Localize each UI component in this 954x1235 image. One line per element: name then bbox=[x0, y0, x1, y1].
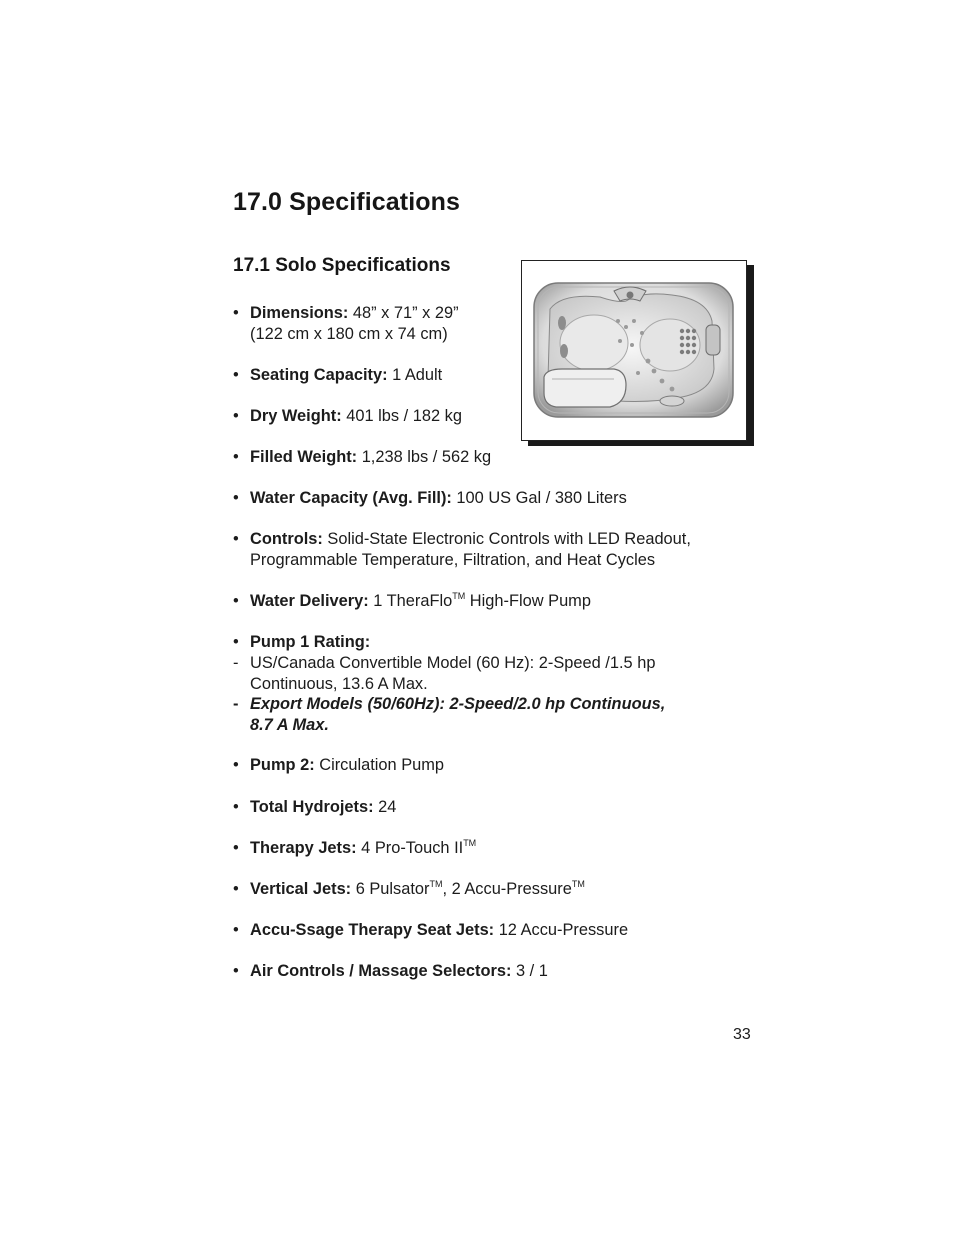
bullet: • bbox=[233, 489, 239, 507]
dash: - bbox=[233, 695, 239, 713]
trademark: TM bbox=[463, 838, 477, 848]
section-title: 17.1 Solo Specifications bbox=[233, 255, 451, 276]
spec-therapy-jets: • Therapy Jets: 4 Pro-Touch II™ bbox=[233, 838, 477, 857]
spec-water-delivery: • Water Delivery: 1 TheraFlo™ High-Flow Pump bbox=[233, 591, 591, 610]
spec-filled-weight: • Filled Weight: 1,238 lbs / 562 kg bbox=[233, 448, 492, 466]
bullet: • bbox=[233, 798, 239, 816]
bullet: • bbox=[233, 921, 239, 939]
trademark: TM bbox=[571, 879, 585, 889]
trademark: TM bbox=[429, 879, 443, 889]
spec-controls: • Controls: Solid-State Electronic Controls with LED Readout, Programmable Temperature, Filtration, and Heat Cycles bbox=[233, 530, 691, 569]
bullet: • bbox=[233, 407, 239, 425]
bullet: • bbox=[233, 880, 239, 898]
dash: - bbox=[233, 654, 239, 672]
bullet: • bbox=[233, 592, 239, 610]
bullet: • bbox=[233, 304, 239, 322]
spec-pump-1-export: - Export Models (50/60Hz): 2-Speed/2.0 hp Continuous, 8.7 A Max. bbox=[233, 695, 666, 734]
spec-pump-2: • Pump 2: Circulation Pump bbox=[233, 756, 445, 774]
spa-illustration bbox=[522, 261, 746, 440]
page-number: 33 bbox=[733, 1026, 751, 1043]
spec-total-hydrojets: • Total Hydrojets: 24 bbox=[233, 798, 397, 816]
bullet: • bbox=[233, 962, 239, 980]
bullet: • bbox=[233, 633, 239, 651]
spec-dry-weight: • Dry Weight: 401 lbs / 182 kg bbox=[233, 407, 462, 425]
spa-top-view-image bbox=[521, 260, 747, 441]
bullet: • bbox=[233, 366, 239, 384]
bullet: • bbox=[233, 530, 239, 548]
trademark: TM bbox=[452, 591, 466, 601]
spec-dimensions: • Dimensions: 48” x 71” x 29” (122 cm x 180 cm x 74 cm) bbox=[233, 304, 459, 343]
page-title: 17.0 Specifications bbox=[233, 188, 460, 216]
spec-water-capacity: • Water Capacity (Avg. Fill): 100 US Gal / 380 Liters bbox=[233, 489, 627, 507]
spec-air-controls: • Air Controls / Massage Selectors: 3 / 1 bbox=[233, 962, 548, 980]
spec-pump-1-us: - US/Canada Convertible Model (60 Hz): 2-Speed /1.5 hp Continuous, 13.6 A Max. bbox=[233, 654, 656, 693]
spec-seat-jets: • Accu-Ssage Therapy Seat Jets: 12 Accu-Pressure bbox=[233, 921, 629, 939]
bullet: • bbox=[233, 448, 239, 466]
bullet: • bbox=[233, 756, 239, 774]
spec-seating-capacity: • Seating Capacity: 1 Adult bbox=[233, 366, 443, 384]
spec-vertical-jets: • Vertical Jets: 6 Pulsator™, 2 Accu-Pressure™ bbox=[233, 879, 585, 898]
spec-pump-1-rating: • Pump 1 Rating: bbox=[233, 633, 371, 651]
bullet: • bbox=[233, 839, 239, 857]
